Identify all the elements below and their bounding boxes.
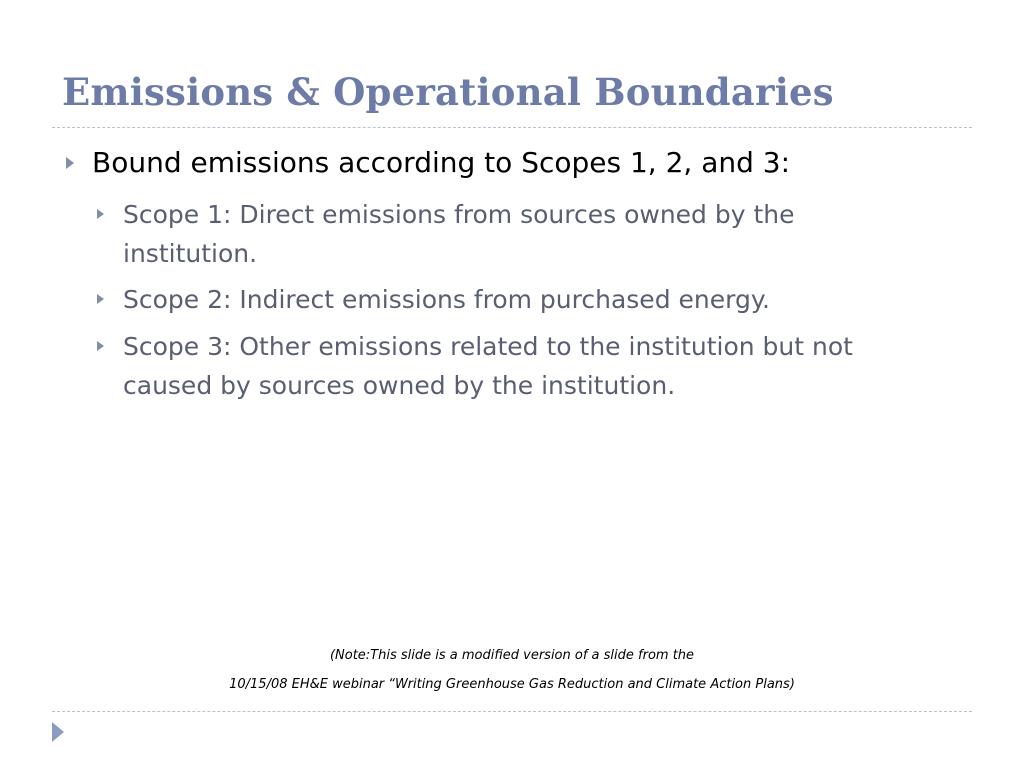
sub-bullet-arrow-icon	[97, 341, 104, 351]
title-divider	[52, 127, 972, 128]
main-bullet: Bound emissions according to Scopes 1, 2, and 3:	[92, 146, 791, 179]
source-note-line-2: 10/15/08 EH&E webinar “Writing Greenhouse Gas Reduction and Climate Action Plans)	[229, 677, 795, 692]
play-triangle-icon[interactable]	[52, 722, 64, 742]
sub-bullet-scope-3: Scope 3: Other emissions related to the institution but not caused by sources owned by the institution.	[123, 332, 853, 400]
source-note-line-1: (Note:This slide is a modified version of a slide from the	[329, 648, 695, 663]
sub-bullet-scope-1: Scope 1: Direct emissions from sources owned by the institution.	[123, 200, 795, 268]
sub-bullet-scope-2: Scope 2: Indirect emissions from purchased energy.	[123, 285, 770, 314]
sub-bullet-arrow-icon	[97, 209, 104, 219]
sub-bullet-arrow-icon	[97, 294, 104, 304]
footer-divider	[52, 711, 972, 712]
slide-title: Emissions & Operational Boundaries	[62, 70, 834, 114]
bullet-arrow-icon	[66, 157, 74, 169]
